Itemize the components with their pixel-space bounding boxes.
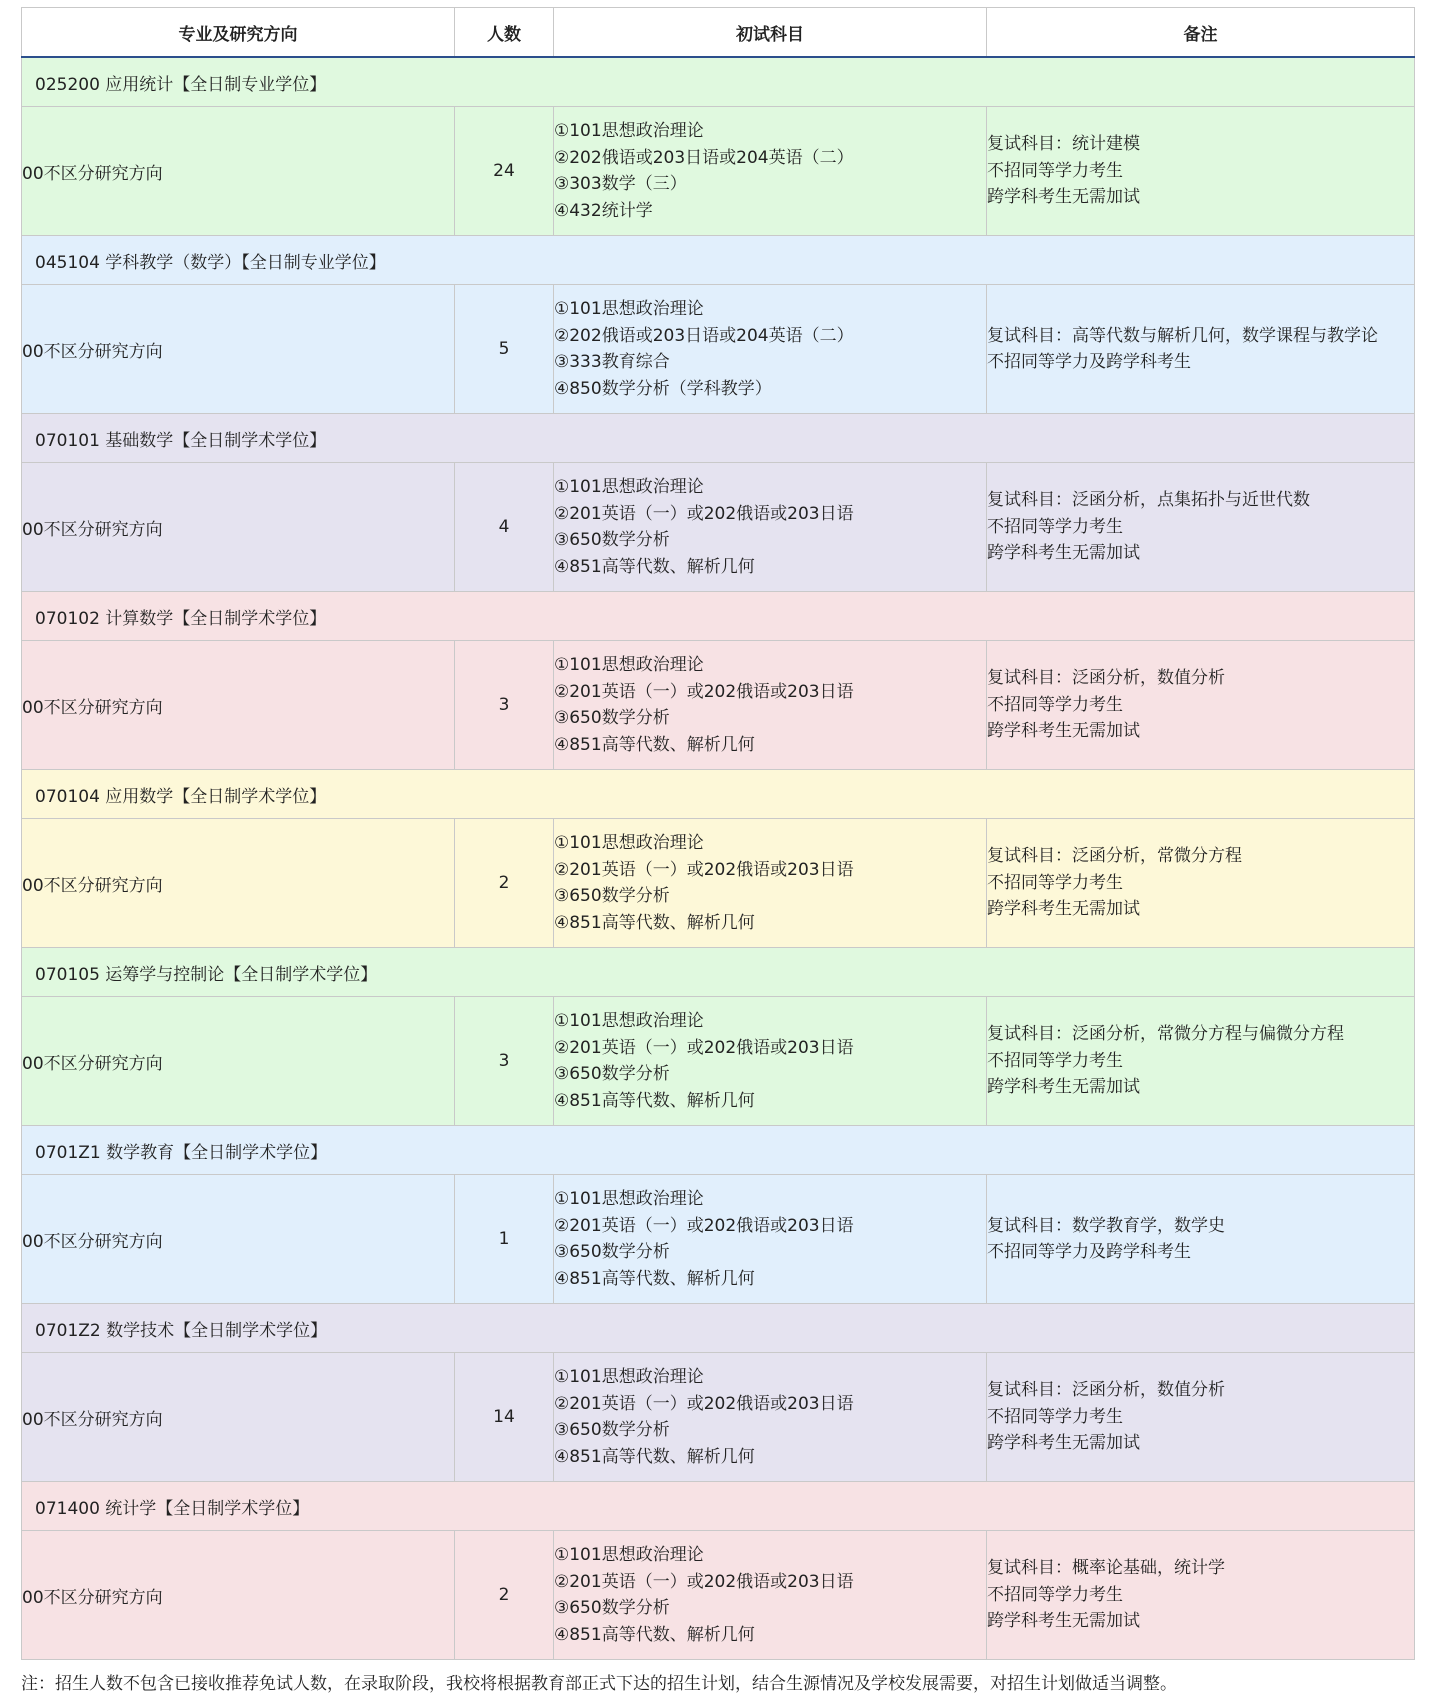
count-cell: 2 (455, 1531, 554, 1660)
major-title: 070104 应用数学【全日制学术学位】 (22, 770, 1415, 819)
subject-item: ①101思想政治理论 (554, 1367, 704, 1387)
subject-item: ①101思想政治理论 (554, 655, 704, 675)
major-title: 0701Z2 数学技术【全日制学术学位】 (22, 1304, 1415, 1353)
note-item: 不招同等学力考生 (987, 160, 1123, 181)
major-title: 070101 基础数学【全日制学术学位】 (22, 414, 1415, 463)
notes-cell (987, 1175, 1415, 1304)
count-cell: 4 (455, 463, 554, 592)
header-count: 人数 (455, 8, 554, 58)
major-row (22, 770, 1415, 819)
subjects-cell (554, 1353, 987, 1482)
direction-row (22, 463, 1415, 592)
subject-item: ④851高等代数、解析几何 (554, 1268, 755, 1289)
count-cell: 14 (455, 1353, 554, 1482)
major-title: 071400 统计学【全日制学术学位】 (22, 1482, 1415, 1531)
note-item: 不招同等学力考生 (987, 1050, 1123, 1071)
subject-item: ④432统计学 (554, 200, 653, 221)
subject-item: ③650数学分析 (554, 1420, 670, 1440)
note-item: 跨学科考生无需加试 (987, 1611, 1140, 1632)
note-item: 复试科目：统计建模 (987, 134, 1140, 155)
subject-item: ②201英语（一）或202俄语或203日语 (554, 1571, 854, 1592)
subject-item: ④851高等代数、解析几何 (554, 1624, 755, 1645)
major-title: 025200 应用统计【全日制专业学位】 (22, 57, 1415, 107)
header-row (22, 8, 1415, 58)
subject-item: ②202俄语或203日语或204英语（二） (554, 325, 854, 346)
subject-item: ④851高等代数、解析几何 (554, 912, 755, 933)
header-major: 专业及研究方向 (22, 8, 455, 58)
direction-row (22, 1353, 1415, 1482)
major-title: 0701Z1 数学教育【全日制学术学位】 (22, 1126, 1415, 1175)
direction-row (22, 1531, 1415, 1660)
direction-row (22, 641, 1415, 770)
note-item: 跨学科考生无需加试 (987, 543, 1140, 564)
subject-item: ②201英语（一）或202俄语或203日语 (554, 503, 854, 524)
direction-cell: 00不区分研究方向 (22, 463, 455, 592)
direction-row (22, 997, 1415, 1126)
direction-cell: 00不区分研究方向 (22, 641, 455, 770)
subject-item: ④851高等代数、解析几何 (554, 1446, 755, 1467)
major-row (22, 236, 1415, 285)
count-cell: 3 (455, 641, 554, 770)
direction-row (22, 107, 1415, 236)
header-notes: 备注 (987, 8, 1415, 58)
subject-item: ②201英语（一）或202俄语或203日语 (554, 681, 854, 702)
major-row (22, 948, 1415, 997)
note-item: 不招同等学力考生 (987, 516, 1123, 537)
major-title: 070102 计算数学【全日制学术学位】 (22, 592, 1415, 641)
subject-item: ①101思想政治理论 (554, 833, 704, 853)
notes-cell (987, 819, 1415, 948)
note-item: 复试科目：泛函分析，数值分析 (987, 1380, 1225, 1401)
notes-cell (987, 1353, 1415, 1482)
note-item: 跨学科考生无需加试 (987, 187, 1140, 208)
direction-cell: 00不区分研究方向 (22, 1531, 455, 1660)
count-cell: 3 (455, 997, 554, 1126)
subject-item: ③650数学分析 (554, 1064, 670, 1084)
major-row (22, 1126, 1415, 1175)
subject-item: ①101思想政治理论 (554, 477, 704, 497)
note-item: 复试科目：泛函分析，数值分析 (987, 668, 1225, 689)
table-header (22, 8, 1415, 58)
subject-item: ②201英语（一）或202俄语或203日语 (554, 1037, 854, 1058)
header-subjects: 初试科目 (554, 8, 987, 58)
note-item: 不招同等学力及跨学科考生 (987, 352, 1191, 372)
table-body (22, 57, 1415, 1660)
notes-cell (987, 1531, 1415, 1660)
count-cell: 24 (455, 107, 554, 236)
note-item: 跨学科考生无需加试 (987, 1433, 1140, 1454)
subject-item: ①101思想政治理论 (554, 1189, 704, 1209)
footnote: 注：招生人数不包含已接收推荐免试人数，在录取阶段，我校将根据教育部正式下达的招生计划，结合生源情况及学校发展需要，对招生计划做适当调整。 (21, 1674, 1177, 1694)
note-item: 不招同等学力及跨学科考生 (987, 1242, 1191, 1262)
direction-row (22, 285, 1415, 414)
subject-item: ②201英语（一）或202俄语或203日语 (554, 859, 854, 880)
subject-item: ①101思想政治理论 (554, 121, 704, 141)
major-row (22, 1304, 1415, 1353)
subjects-cell (554, 819, 987, 948)
subject-item: ④851高等代数、解析几何 (554, 1090, 755, 1111)
subject-item: ③650数学分析 (554, 708, 670, 728)
note-item: 复试科目：概率论基础，统计学 (987, 1558, 1225, 1579)
major-row (22, 57, 1415, 107)
admission-table (21, 7, 1415, 1660)
major-row (22, 1482, 1415, 1531)
subjects-cell (554, 1175, 987, 1304)
subject-item: ③333教育综合 (554, 352, 670, 372)
note-item: 复试科目：泛函分析，点集拓扑与近世代数 (987, 490, 1310, 511)
note-item: 不招同等学力考生 (987, 694, 1123, 715)
subject-item: ④850数学分析（学科教学） (554, 378, 772, 399)
note-item: 不招同等学力考生 (987, 1584, 1123, 1605)
note-item: 跨学科考生无需加试 (987, 721, 1140, 742)
major-row (22, 414, 1415, 463)
notes-cell (987, 641, 1415, 770)
subjects-cell (554, 641, 987, 770)
notes-cell (987, 285, 1415, 414)
subject-item: ③650数学分析 (554, 886, 670, 906)
subjects-cell (554, 997, 987, 1126)
subjects-cell (554, 463, 987, 592)
major-title: 070105 运筹学与控制论【全日制学术学位】 (22, 948, 1415, 997)
direction-row (22, 1175, 1415, 1304)
note-item: 跨学科考生无需加试 (987, 1077, 1140, 1098)
note-item: 不招同等学力考生 (987, 872, 1123, 893)
note-item: 复试科目：数学教育学，数学史 (987, 1215, 1225, 1236)
subject-item: ③650数学分析 (554, 530, 670, 550)
note-item: 复试科目：泛函分析，常微分方程 (987, 846, 1242, 867)
note-item: 跨学科考生无需加试 (987, 899, 1140, 920)
count-cell: 2 (455, 819, 554, 948)
subject-item: ①101思想政治理论 (554, 299, 704, 319)
note-item: 不招同等学力考生 (987, 1406, 1123, 1427)
major-title: 045104 学科教学（数学）【全日制专业学位】 (22, 236, 1415, 285)
note-item: 复试科目：高等代数与解析几何，数学课程与教学论 (987, 325, 1378, 346)
direction-cell: 00不区分研究方向 (22, 285, 455, 414)
subject-item: ④851高等代数、解析几何 (554, 734, 755, 755)
direction-cell: 00不区分研究方向 (22, 107, 455, 236)
count-cell: 1 (455, 1175, 554, 1304)
note-item: 复试科目：泛函分析，常微分方程与偏微分方程 (987, 1024, 1344, 1045)
subject-item: ②201英语（一）或202俄语或203日语 (554, 1393, 854, 1414)
direction-cell: 00不区分研究方向 (22, 1353, 455, 1482)
subjects-cell (554, 285, 987, 414)
notes-cell (987, 107, 1415, 236)
direction-cell: 00不区分研究方向 (22, 1175, 455, 1304)
subject-item: ②201英语（一）或202俄语或203日语 (554, 1215, 854, 1236)
subjects-cell (554, 107, 987, 236)
direction-cell: 00不区分研究方向 (22, 997, 455, 1126)
subject-item: ②202俄语或203日语或204英语（二） (554, 147, 854, 168)
subject-item: ①101思想政治理论 (554, 1545, 704, 1565)
subject-item: ④851高等代数、解析几何 (554, 556, 755, 577)
notes-cell (987, 463, 1415, 592)
subject-item: ①101思想政治理论 (554, 1011, 704, 1031)
notes-cell (987, 997, 1415, 1126)
major-row (22, 592, 1415, 641)
subjects-cell (554, 1531, 987, 1660)
direction-row (22, 819, 1415, 948)
subject-item: ③650数学分析 (554, 1242, 670, 1262)
direction-cell: 00不区分研究方向 (22, 819, 455, 948)
subject-item: ③650数学分析 (554, 1598, 670, 1618)
subject-item: ③303数学（三） (554, 174, 687, 194)
count-cell: 5 (455, 285, 554, 414)
